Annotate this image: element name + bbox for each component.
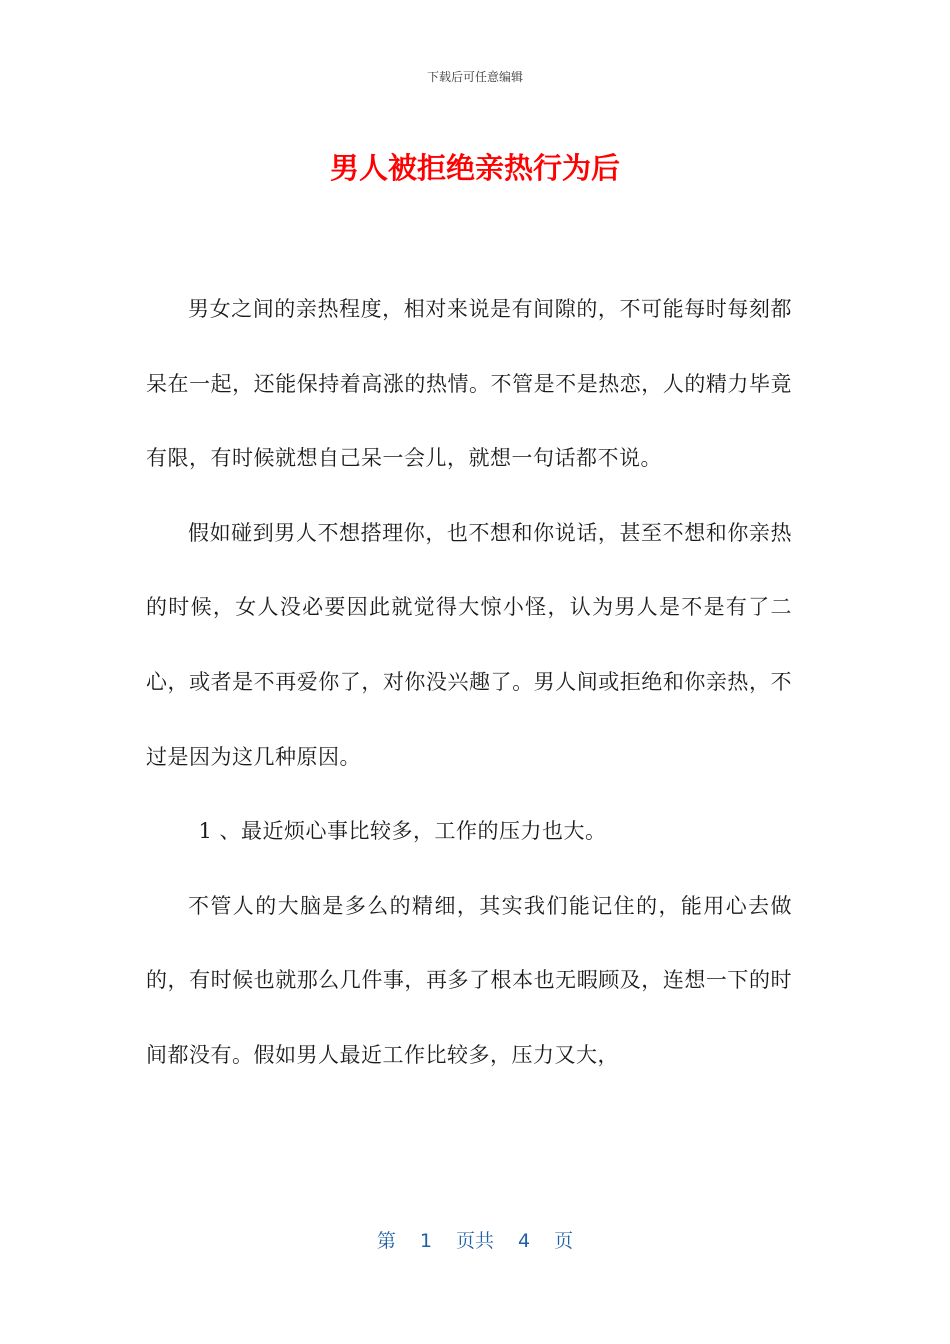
page-number-footer: 第 1 页共 4 页 — [376, 1230, 574, 1252]
document-title: 男人被拒绝亲热行为后 — [329, 151, 620, 185]
header-note: 下载后可任意编辑 — [426, 70, 523, 84]
document-body — [146, 272, 792, 1093]
paragraph: 假如碰到男人不想搭理你，也不想和你说话，甚至不想和你亲热的时候，女人没必要因此就觉得大惊小怪，认为男人是不是有了二心，或者是不再爱你了，对你没兴趣了。男人间或拒绝和你亲热，不过是因为这几种原因。 — [146, 520, 792, 769]
list-heading: 1 、最近烦心事比较多，工作的压力也大。 — [198, 819, 607, 844]
paragraph: 不管人的大脑是多么的精细，其实我们能记住的，能用心去做的，有时候也就那么几件事，再多了根本也无暇顾及，连想一下的时间都没有。假如男人最近工作比较多，压力又大， — [146, 893, 792, 1067]
paragraph: 男女之间的亲热程度，相对来说是有间隙的，不可能每时每刻都呆在一起，还能保持着高涨的热情。不管是不是热恋，人的精力毕竟有限，有时候就想自己呆一会儿，就想一句话都不说。 — [146, 297, 792, 471]
